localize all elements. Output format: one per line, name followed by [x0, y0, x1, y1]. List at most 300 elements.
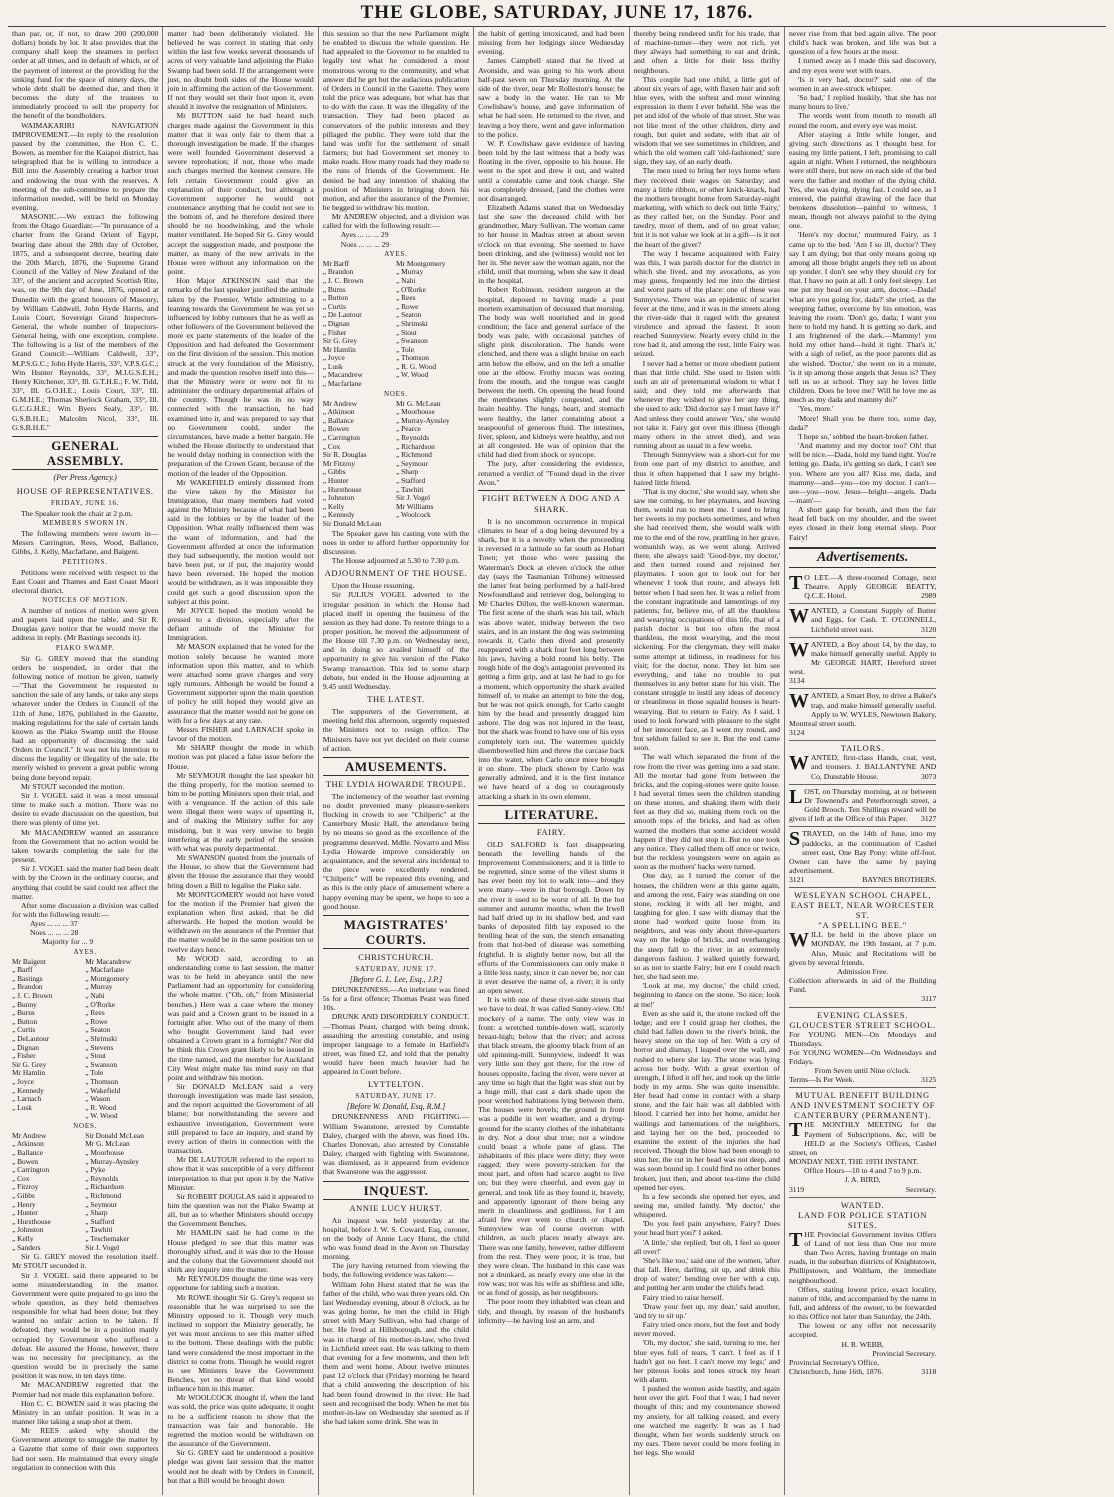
- member-name: „ Rowe: [85, 1016, 108, 1026]
- section-heading: INQUEST.: [323, 1181, 469, 1200]
- paragraph: The House adjourned at 5.30 to 7.30 p.m.: [331, 556, 460, 566]
- ad-text: HE Provincial Government invites Offers of Land of not less than One nor more than Two Acres, having frontage on main roads, in the suburban districts of Knightstown, Phillipstown, and Waltham, the immediate neighbourhood.: [788, 1229, 937, 1285]
- member-name: „ Dignan: [322, 318, 350, 328]
- ad-number: 3124: [788, 728, 805, 738]
- member-name: Sir J. Vogel: [85, 1242, 120, 1252]
- member-name: „ Seaton: [85, 1025, 111, 1035]
- paragraph: Sir JULIUS VOGEL adverted to the irregular position in which the House had placed itself in opening the business of the session as they had done. To restore things to a proper position, he moved the adjournment of the House till 7.30 p.m. on Wednesday next, and in doing so availed himself of the opportunity to give his version of the Piako Swamp transaction. This led to some sharp debate, but ended in the House adjourning at 9.45 until Wednesday.: [322, 590, 470, 691]
- ad-text: Terms—Is Per Week.: [788, 1075, 855, 1085]
- ad-signature: J. A. BIRD,: [844, 1175, 881, 1185]
- ad-signature: Provincial Secretary.: [872, 1348, 937, 1358]
- paragraph: Mr MASON explained that he voted for the motion solely because he wanted more information upon this matter, and to which were attached some grave charges and very ugly rumours. Although he would be found a Government supporter upon the main question of policy he still hoped they would give an assurance that the matter would not be gone on with for a few days at any rate.: [167, 642, 314, 725]
- member-name: „ Johnston: [12, 1225, 44, 1235]
- ad-number: 3073: [920, 771, 937, 781]
- member-name: „ Joyce: [12, 1076, 34, 1086]
- member-name: „ Kennedy: [12, 1085, 44, 1095]
- column-3: [319, 27, 474, 1495]
- member-name: „ Richardson: [395, 441, 435, 451]
- subheading: FIGHT BETWEEN A DOG AND A SHARK.: [478, 490, 624, 515]
- subheading: ANNIE LUCY HURST.: [349, 1202, 443, 1213]
- ad-text: For YOUNG WOMEN—On Wednesdays and Fridays.: [788, 1047, 937, 1066]
- member-name: „ Tawhiti: [395, 484, 424, 494]
- member-name: Mr Williams: [395, 501, 434, 511]
- member-name: „ Carrington: [322, 433, 360, 443]
- member-name: Sir Donald McLean: [322, 518, 382, 528]
- section-heading: MAGISTRATES' COURTS.: [323, 915, 469, 949]
- paragraph: 'Yes, more.': [797, 404, 834, 414]
- division-majority: Majority for ... 9: [42, 937, 94, 947]
- member-name: „ Wason: [85, 1094, 111, 1104]
- paragraph: I pushed the women aside hastily, and again bent over the girl. Fool that I was; I had never thought of this; and my countenance showed my anxiety, for all talking ceased, and every one watched me eagerly. It was as I had thought, when her words suddenly struck on my ears. There never could be more feeling in her legs. She would: [633, 1384, 780, 1458]
- advertisement: [789, 888, 936, 1007]
- ad-number: 3125: [920, 1075, 937, 1085]
- section-heading: GENERAL ASSEMBLY.: [12, 436, 158, 470]
- subheading: LYTTELTON.: [368, 1079, 424, 1090]
- ad-heading: TAILORS.: [840, 743, 885, 754]
- member-name: „ Bowen: [322, 424, 349, 434]
- paragraph: Sir DONALD McLEAN said a very thorough investigation was made last session, and the report acquitted the Government of all blame; but notwithstanding the severe and exhaustive investigation, Government were still prepared to face an inquiry, and stand by every action of theirs in connection with the transaction.: [167, 1081, 314, 1156]
- paragraph: The way I became acquainted with Fairy was this, I was parish doctor for the district in which she lived, and my avocations, as you may guess, frequently led me into the dirtiest and worst parts of the place: one of these was Sunnyview. There was an epidemic of scarlet fever at the time, and it was in the streets along the river-side that it raged with the greatest virulence and spread the fastest. It soon reached Sunnyview. Nearly every child in the row had it, and among the rest, little Fairy was seized.: [633, 248, 780, 359]
- subheading: THE LYDIA HOWARDE TROUPE.: [325, 778, 467, 789]
- drop-cap: L: [788, 785, 803, 808]
- ad-heading: EVENING CLASSES.: [817, 1009, 909, 1020]
- ad-text: O LET.—A three-roomed Cottage, next Theatre. Apply GEORGE BEATTY, Q.C.E. Hotel.: [804, 572, 937, 601]
- member-name: „ Henry: [12, 1199, 36, 1209]
- member-name: Mr Montgomery: [395, 258, 446, 268]
- member-name: „ Wakefield: [85, 1085, 121, 1095]
- member-name: „ Nahi: [85, 990, 105, 1000]
- member-name: „ Cox: [12, 1173, 30, 1183]
- ad-heading: MUTUAL BENEFIT BUILDING AND INVESTMENT SOCIETY OF CANTERBURY (PERMANENT).: [789, 1090, 936, 1121]
- member-name: „ De Lautour: [322, 310, 362, 320]
- vote-column: [12, 958, 85, 1121]
- member-name: „ Gibbs: [322, 467, 346, 477]
- member-name: „ Macfarlane: [322, 379, 362, 389]
- paragraph: The words went from mouth to mouth all round the room, and every eye was moist.: [788, 111, 937, 130]
- member-name: Mr Andrew: [12, 1130, 47, 1140]
- drop-cap: T: [788, 1119, 803, 1142]
- paragraph: This couple had one child, a little girl of about six years of age, with flaxen hair and soft blue eyes, with the softest and most winning expression in them I ever beheld. She was the pet and idol of the whole of that street. She was not like most of the other children, dirty and rough, but quiet and sedate, with that air of wisdom that we see sometimes in children, and which the old women call 'old-fashioned;' sure sign, they say, of an early death.: [633, 74, 780, 167]
- paragraph: The jury having returned from viewing the body, the following evidence was taken:—: [322, 1261, 470, 1280]
- advertisement: [789, 741, 936, 784]
- section-heading: AMUSEMENTS.: [323, 757, 469, 776]
- member-name: „ Shrimski: [395, 318, 428, 328]
- column-2: [163, 27, 318, 1495]
- ad-text: ANTED, a Smart Boy, to drive a Baker's trap, and make himself generally useful. Apply to W. WYLES, Newtown Bakery, Montreal street south.: [788, 691, 937, 728]
- member-name: „ Larnach: [12, 1094, 42, 1104]
- member-name: „ Richmond: [395, 450, 432, 460]
- advertisement: [789, 827, 936, 888]
- member-name: „ Hursthouse: [12, 1216, 51, 1226]
- paragraph: Mr JOYCE hoped the motion would be pressed to a division, especially after the defiant attitude of the Minister for Immigration.: [167, 605, 314, 643]
- member-name: „ W. Wood: [395, 370, 429, 380]
- paragraph: 'She's like too,' said one of the women, 'after that fall. Here, darling, sit up, and drink this drop of water;' bending over her with a cup, and putting her arm under the child's head.: [633, 1255, 780, 1293]
- member-name: „ Murray: [85, 982, 113, 992]
- member-name: „ Richardson: [85, 1182, 124, 1192]
- paragraph: The jury, after considering the evidence, returned a verdict of "Found dead in the river Avon.": [478, 459, 625, 487]
- member-name: „ Cox: [322, 441, 341, 451]
- paragraph: Sir G. GREY said he understood a positive pledge was given last session that the matter would not be dealt with by Orders in Council, but that a Bill would be brought down: [167, 1448, 314, 1485]
- paragraph: Petitions were received with respect to the East Coast and Thames and East Coast Maori electoral district.: [12, 567, 159, 595]
- advertisement: [789, 785, 936, 828]
- ad-number: 3117: [921, 994, 937, 1004]
- member-name: „ R. G. Wood: [395, 361, 437, 371]
- member-name: „ Richmond: [85, 1191, 122, 1201]
- member-name: „ Fisher: [12, 1051, 36, 1061]
- ad-text: ANTED, a Boy about 14, by the day, to make himself generally useful. Apply to Mr GEORGE HART, Hereford street west.: [788, 639, 937, 677]
- subheading: ADJOURNMENT OF THE HOUSE.: [324, 568, 468, 579]
- vote-column: [396, 260, 469, 389]
- advertisement: [789, 1088, 936, 1197]
- member-name: „ Button: [322, 293, 349, 303]
- member-name: „ Woolcock: [395, 510, 431, 520]
- paragraph: The following members were sworn in—Messrs Carrington, Rees, Wood, Ballance, Gibbs, J. Kelly, Macfarlane, and Baigent.: [12, 529, 159, 557]
- member-name: „ Burns: [12, 1008, 35, 1018]
- member-name: „ Burns: [322, 284, 346, 294]
- member-name: „ Carrington: [12, 1165, 50, 1175]
- ad-signature: H. R. WEBB,: [841, 1339, 884, 1349]
- drop-cap: T: [788, 571, 803, 594]
- division-noes: Noes ... ... ... 29: [340, 239, 390, 249]
- paragraph: Sir J. VOGEL said it was a most unusual time to make such a motion. There was no desire to evade discussion on the question, but there was plenty of time yet.: [12, 790, 159, 828]
- paragraph: Sir G. GREY moved that the standing orders be suspended, in order that the following notice of motion be given, namely—"That the Government be requested to sanction the sale of any lands, or take any steps whatever under the Orders in Council of the 11th of June, 1876, published in the Gazette, making regulations for the sale of certain lands known as the Piako Swamp until the House had an opportunity of discussing the said Orders in Council." It was not his intention to discuss the legality or illegality of the sale. He merely wished to prevent a great public wrong being done beyond repair.: [12, 653, 159, 782]
- member-name: Mr G. McLean: [85, 1139, 130, 1149]
- paragraph: Mr MACANDREW regretted that the Premier had not made this explanation before.: [12, 1380, 159, 1399]
- drop-cap: W: [788, 929, 809, 952]
- ad-text: ANTED, first-class Hands, coat, vest, and trousers. J. BALLANTYNE AND Co, Dunstable House.: [810, 753, 937, 781]
- paragraph: 'Do you feel pain anywhere, Fairy? Does your head hurt you?' I asked.: [633, 1219, 780, 1238]
- member-name: „ Ballance: [322, 415, 354, 425]
- ad-text: Collection afterwards in aid of the Building Fund.: [788, 976, 937, 995]
- paragraph: Mr ANDREW objected, and a division was called for with the following result:—: [322, 212, 470, 231]
- paragraph: this session so that the new Parliament might be enabled to discuss the whole question. He had appealed to the Governor to be enabled to legally test what he considered a most monstrous wrong to the community, and what answer did he get but the audacious publication of Orders in Council in the Gazette. They were told the price was adequate, but what has that to do with the case. It was the illegality of the transaction. They had been placed as conservators of the public interests and they pillaged the public. They were told that the land was unfit for the settlement of small farmers; but had Government set money to make roads. How many roads had they made to the runs of friends of the Government. He denied he had any intention of shaking the position of Ministers in bringing down his motion, and after the assurance of the Premier, he begged to withdraw his motion.: [322, 29, 470, 212]
- division-ayes: Ayes ... ... ... 37: [30, 919, 78, 929]
- column-5: [630, 27, 785, 1495]
- member-name: „ Tawhiti: [85, 1225, 113, 1235]
- paragraph: MASONIC.—We extract the following from the Otago Guardian:—"In pursuance of a charter from the Grand Orient of Egypt, bearing date about the 28th day of October, 1875, and a subsequent decree, bearing date the 20th March, 1876, the Supreme Grand Council of the Valley of New Zealand of the 33°, of the ancient and accepted Scottish Rite, was, on the 9th day of June, 1876, opened at Dunedin with the grand honours of Masonry, by William Caldwell, John Hyde Harris, and Louis Court, Sovereign Grand Inspectors-General, the whole number of Inspectors-General being, with one exception, complete. The following is a list of the members of the Grand Council:—William Caldwell, 33°, M.P.S.G.C.; John Hyde Harris, 33°, V.P.S.G.C.; Wm Hunter Reynolds, 33°, M.I.G.S.E.H.; Henry Kitchener, 33°, Ill. G.T.H.E.; F. W. Tidd, 33°, Ill. G.O.H.E.; Louis Court, 33°, Ill. G.M.H.E.; Thomas Sherlock Graham, 33°, Ill. G.C.G.H.E.; Wm Byers Sealy, 33°, Ill. G.S.B.H.E.; Malcolm Nicol, 33°, Ill. G.S.B.H.E.": [12, 212, 159, 432]
- paragraph: Mr BUTTON said he had heard such charges made against the Government in this matter that it was only fair to them that a thorough investigation be made. If the charges were well founded Government deserved a severe reprobation; if not, those who made such charges merited the keenest censure. He felt certain Government could give an explanation of their conduct, but although a Government supporter he would not countenance anything that he could not see to the bottom of, and he therefore desired there should be no hoodwinking, and the whole matter ventilated. He hoped Sir G. Grey would accept the suggestion made, and postpone the matter, as many of the new arrivals in the House were without any information on the point.: [167, 111, 314, 277]
- member-name: „ Barff: [12, 965, 33, 975]
- member-name: „ DeLautour: [12, 1033, 50, 1043]
- paragraph: An inquest was held yesterday at the hospital, before J. W. S. Coward, Esq, coroner, on the body of Annie Lucy Hurst, the child who was found dead in the Avon on Thursday morning.: [322, 1215, 470, 1262]
- member-name: „ Murray-Aynsley: [395, 415, 450, 425]
- member-name: „ Rees: [395, 293, 416, 303]
- ad-number: 3118: [921, 1367, 937, 1377]
- member-name: „ Lusk: [322, 361, 343, 371]
- ad-heading: "A SPELLING BEE.": [818, 920, 908, 931]
- ad-text: For YOUNG MEN—On Mondays and Thursdays.: [788, 1029, 937, 1048]
- paragraph: Sir J. VOGEL said the matter had been dealt with by the Crown in the ordinary course, and anything that could be said could not affect the matter.: [12, 864, 159, 901]
- paragraph: 'Here's my doctor,' murmured Fairy, as I came up to the bed. 'Am I so ill, doctor? They say I am dying; but that only means going up among all those bright angels they tell us about up yonder. I don't see why they should cry for that. I have no pain at all. I only feel sleepy. Let me put my head on your arm, doctor.—Dada! what are you going for, dada?' she cried, as the weeping father, overcome by his emotion, was leaving the room. 'Don't go, dada; I want you here to hold my hand. It is getting so dark, and I am frightened of the dark.—Mammy! you hold my other hand—hold it tight. That's it,' with a sigh of relief, as the poor parents did as she wished. 'Doctor,' she went on in a minute, 'is it up among those angels that Jesus is? They tell us so at school. They say he loves little children. Does he love me? Will he love me as much as my dada and mammy do?': [788, 230, 937, 405]
- advertisement: [789, 1198, 936, 1380]
- paragraph: Fairy tried once more, but the feet and body never moved.: [633, 1320, 780, 1339]
- paragraph: 'I hope so,' sobbed the heart-broken father.: [797, 431, 929, 441]
- vote-column: [323, 260, 396, 389]
- member-name: „ Macfarlane: [85, 965, 124, 975]
- member-name: „ Teschemaker: [85, 1234, 130, 1243]
- paragraph: The wall which separated the front of the row from the river was getting into a sad state. All the mortar had gone from between the bricks, and the coping-stones were quite loose. I had several times seen the children standing on these stones, and shaking them with their feet as they did so, making them rock on the smooth tops of the bricks, and had as often warned the mothers that some accident would happen if they did not stop it. But no one took any notice. They called them off once or twice, but the reckless youngsters were on again as soon as the mothers' backs were turned.: [633, 752, 780, 872]
- paragraph: DRUNK AND DISORDERLY CONDUCT.—Thomas Peast, charged with being drunk, assaulting the arresting constable, and using improper language to a female in Hatfield's street, was fined £2, and told that the penalty would have been much heavier had he appeared in Court before.: [322, 1012, 470, 1077]
- column-4: [474, 27, 629, 1495]
- paragraph: thereby being rendered unfit for his trade, that of machine-turner—they were not rich, yet they always had something to eat and drink, and often a little for their less thrifty neighbours.: [633, 29, 780, 75]
- member-name: „ Stout: [395, 327, 417, 337]
- vote-list: [323, 260, 469, 389]
- member-name: „ Fitzroy: [12, 1182, 39, 1192]
- ad-text: Admission Free.: [837, 966, 889, 976]
- member-name: Sir R. Douglas: [322, 450, 367, 460]
- member-name: Mr Fitzroy: [322, 458, 356, 468]
- masthead: THE GLOBE, SATURDAY, JUNE 17, 1876.: [8, 0, 1106, 27]
- paragraph: Elizabeth Adams stated that on Wednesday last she saw the deceased child with her grandmother, Mary Sullivan. The woman came to her house in Madras street at about seven o'clock on that evening. She seemed to have been drinking, and she (witness) would not let her in. She never saw the woman again, nor the child, until that morning, when she saw it dead in the hospital.: [478, 202, 625, 286]
- division-noes: Noes ... ... ... 28: [30, 928, 79, 938]
- advertisement: [789, 638, 936, 690]
- member-name: „ Nahi: [395, 275, 416, 285]
- member-name: „ Moorhouse: [395, 407, 435, 417]
- ad-number: 3119: [788, 1184, 805, 1194]
- section-heading: LITERATURE.: [478, 805, 624, 824]
- paragraph: Mr REES asked why should the Government attempt to smuggle the matter by a Gazette that some of their own supporters had not seen. He maintained that every single regulation in connection with this: [12, 1426, 159, 1472]
- member-name: Mr G. McLean: [395, 398, 441, 408]
- paragraph: Fairy tried to raise herself.: [642, 1292, 724, 1302]
- ad-text: ANTED, a Constant Supply of Butter and Eggs, for Cash. T. O'CONNELL, Lichfield street east.: [810, 606, 937, 634]
- paragraph: Mr SHARP thought the mode in which motion was put placed a false issue before the House.: [167, 743, 314, 771]
- drop-cap: W: [788, 690, 809, 713]
- paragraph: In a few seconds she opened her eyes, and seeing me, smiled faintly. 'My doctor,' she whispered.: [633, 1191, 780, 1220]
- advertisement: [789, 571, 936, 604]
- member-name: „ W. Wood: [85, 1111, 118, 1121]
- subheading: THE LATEST.: [367, 694, 425, 705]
- paragraph: 'Draw your feet up, my dear,' said another, 'and try to sit up.': [633, 1301, 780, 1320]
- member-name: „ Kelly: [322, 501, 345, 511]
- ad-heading: WESLEYAN SCHOOL CHAPEL,: [793, 890, 932, 901]
- member-name: „ J. C. Brown: [12, 990, 53, 1000]
- paragraph: I turned away as I made this sad discovery, and my eyes were wet with tears.: [788, 56, 937, 75]
- column-1: [8, 27, 163, 1495]
- paragraph: Mr WAKEFIELD entirely dissented from the view taken by the Minister for Immigration, that many members had voted against the Ministry because of what had been said in the lobbies or by the leader of the Opposition. What really influenced them was the want of information, and had the Government afforded at once the information they had subsequently, the motion would not have been put, or if put, the majority would have been reversed. He hoped the motion would be withdrawn, as it was impossible they could get such a good discussion upon the subject at this point.: [167, 477, 314, 606]
- paragraph: One day, as I turned the corner of the houses, the children were at this game again, and among the rest, Fairy was standing on one stone, rocking it with all her might, and laughing for glee. I saw with dismay that the stone had worked quite loose from its neighbors, and was only about three-quarters way on the ledge of bricks, and overhanging the steep fall to the river in an extremely dangerous fashion. I walked quietly forward, so as not to startle Fairy; but ere I could reach her, she had seen me.: [633, 871, 780, 982]
- member-name: „ Lusk: [12, 1102, 32, 1112]
- vote-list: [12, 958, 158, 1121]
- member-name: „ Ballance: [12, 1148, 43, 1158]
- advertisement: [789, 1008, 936, 1089]
- paragraph: Mr SWANSON quoted from the journals of the House, to show that the Government had given the House the assurance that they would bring down a Bill to legalise the Piako sale.: [167, 853, 314, 890]
- ad-text: HE MONTHLY MEETING for the Payment of Subscriptions, &c, will be HELD at the Society's Offices, Cashel street, on: [788, 1120, 937, 1157]
- subheading: NOES.: [383, 389, 408, 398]
- member-name: Mr Barff: [322, 258, 350, 268]
- member-name: Mr Macandrew: [85, 956, 131, 966]
- ad-text: The lowest or any offer not necessarily accepted.: [788, 1321, 937, 1340]
- paragraph: Upon the House resuming,: [331, 581, 415, 591]
- paragraph: matter had been deliberately violated. He believed he was correct in stating that only within the last few weeks several thousands of acres of very valuable land adjoining the Piako Swamp had been sold. If the arrangement were just, no doubt both sides of the House would join in affirming the action of the Government. If not they would set their foot upon it, even should it involve the resignation of Ministers.: [167, 29, 314, 112]
- advertisement: [789, 604, 936, 637]
- ad-text: From Seven until Nine o'clock.: [814, 1066, 911, 1076]
- paragraph: 'More! Shall you be there too, some day, dada?': [788, 413, 937, 432]
- ad-signature: BAYNES BROTHERS.: [862, 875, 937, 885]
- member-name: „ Montgomery: [85, 973, 129, 983]
- member-name: „ Bunny: [12, 999, 37, 1009]
- paragraph: A number of notices of motion were given and papers laid upon the table, and Sir R. Douglas gave notice that he would move the address in reply. (Mr Bastings seconds it).: [12, 605, 159, 643]
- member-name: „ Pyke: [85, 1165, 106, 1175]
- paragraph: 'Is it very bad, doctor?' said one of the women in an awe-struck whisper.: [788, 74, 937, 93]
- member-name: „ Seaton: [395, 310, 422, 320]
- columns: [8, 27, 1106, 1495]
- subheading: AYES.: [73, 947, 97, 956]
- paragraph: 'That is my doctor,' she would say, when she saw me coming, to her playmates, and leaving them, would run to meet me. I used to bring her sweets in my pockets sometimes, and when she had received them, she would walk with me to the end of the row, prattling in her grave, womanish way, as we went along. Arrived there, she always said: 'Good-bye, my doctor,' and then turned round and rejoined her playmates. I soon got to look out for her whenever I took that route, and always felt better when I had seen her. It was a relief from the constant ingratitude and lamentings of my patients; for, believe me, of all the thankless and wearying occupations of this life, that of a parish doctor is but too often the most thankless, the most wearying, and the most sickening. For the clergyman, they will make some attempt at tidiness, in readiness for his visit; for the doctor, none. They let him see everything, and take no trouble to put themselves in any better state for his visit. The constant struggle to instil any ideas of decency or cleanliness in those squalid houses is heart-wearying. But to return to Fairy. As I said, I used to look forward with pleasure to the sight of her innocent face, as I went my round, and but seldom failed to see it. But the end came soon.: [633, 486, 780, 753]
- subheading: NOTICES OF MOTION.: [42, 595, 129, 604]
- paragraph: Mr DE LAUTOUR referred to the report to show that it was susceptible of a very different interpretation to that put upon it by the Native Minister.: [167, 1155, 314, 1192]
- paragraph: Messrs FISHER and LARNACH spoke in favour of the motion.: [167, 724, 314, 744]
- member-name: „ Stafford: [85, 1216, 115, 1226]
- advertisement: [789, 689, 936, 741]
- paragraph: 'A little,' she replied; 'but oh, I feel so queer all over!': [633, 1237, 780, 1256]
- ad-heading: EAST BELT, NEAR WORCESTER ST.: [790, 900, 935, 921]
- member-name: „ Murray: [395, 267, 424, 277]
- member-name: „ Dignan: [12, 1042, 39, 1052]
- member-name: „ Sanders: [12, 1242, 41, 1252]
- member-name: Mr Hamlin: [12, 1068, 46, 1078]
- member-name: „ Kelly: [12, 1234, 34, 1243]
- member-name: „ Swanson: [85, 1059, 118, 1069]
- ad-footer: [789, 875, 936, 884]
- ad-text: Office Hours—10 to 4 and 7 to 9 p.m.: [804, 1166, 922, 1176]
- member-name: „ Button: [12, 1016, 38, 1026]
- paragraph: After some discussion a division was called for with the following result:—: [12, 900, 159, 919]
- member-name: „ Rowe: [395, 301, 419, 311]
- member-name: „ Atkinson: [322, 407, 355, 417]
- paragraph: Through Sunnyview was a short-cut for me from one part of my district to another, and thus it often happened that I saw my bright-haired little friend.: [633, 450, 780, 487]
- member-name: „ Stevens: [85, 1042, 114, 1052]
- member-name: „ R. Wood: [85, 1102, 117, 1112]
- member-name: Sir G. Grey: [322, 336, 358, 346]
- magistrate-line: [Before W. Donald, Esq, R.M.]: [346, 1102, 446, 1112]
- member-name: „ Murray-Aynsley: [85, 1156, 139, 1166]
- member-name: „ Curtis: [322, 301, 346, 311]
- subheading: PETITIONS.: [62, 557, 108, 566]
- date-line: SATURDAY, JUNE 17.: [355, 964, 437, 973]
- ad-heading: GLOUCESTER STREET SCHOOL.: [789, 1019, 936, 1030]
- subheading: AYES.: [384, 249, 408, 258]
- member-name: „ Tole: [85, 1068, 104, 1078]
- paragraph: Hon Major ATKINSON said that the remarks of the last speaker justified the attitude taken by the Premier. While admitting to a leaning towards the Government he was yet so influenced by lobby rumours that he as well as other followers of the Government believed the more ex parte statements of the leader of the Opposition and had defeated the Government on the first division of the session. This motion struck at the very foundation of the Ministry, and made the question resolve itself into this—that the Ministry were or were not fit to administer the ordinary departmental affairs of the country. Though he was in no way connected with the transaction, he had examined into it, and was prepared to say that no Government could, under the circumstances, have made a better bargain. He wished the House distinctly to understand that he would delay nothing in connection with the preparation of the Crown Grant, because of the motion of the leader of the Opposition.: [167, 276, 314, 478]
- drop-cap: S: [788, 828, 801, 851]
- member-name: „ Stout: [85, 1051, 106, 1061]
- paragraph: W. P. Cowlishaw gave evidence of having been told by the last witness that a body was floating in the river, opposite to his house. He went to the spot and drew it out, and waited until a constable came and took charge. She was completely dressed, [and the clothes were not disarranged.: [478, 138, 625, 203]
- member-name: „ Gibbs: [12, 1191, 35, 1201]
- ad-number: 3121: [788, 875, 805, 885]
- paragraph: Mr WOOD said, according to an understanding come to last session, the matter was to be held in abeyance until the new Parliament had an opportunity for considering the whole matter. ("Oh, oh," from Ministerial benches.) Here was a case where the money was paid and a Crown grant to be issued in a fortnight after. Who out of the many of them who bought Government land had ever obtained a Crown grant in a fortnight? Nor did he think this Crown grant likely to be issued in the time named, and the member for Auckland City West might make his mind easy on that point and withdraw his motion.: [167, 953, 314, 1082]
- member-name: „ Thomson: [85, 1076, 119, 1086]
- paragraph: WAIMAKARIRI NAVIGATION IMPROVEMENT.—In reply to the resolution passed by the committee, the Hon C. C. Bowen, as member for the Kaiapoi district, has telegraphed that he is willing to introduce a Bill into the Assembly creating a harbor trust and endowing the trust with the reserves. A meeting of the sub-committee to prepare the information needed, will be held on Monday evening.: [12, 120, 159, 212]
- member-name: „ Kennedy: [322, 510, 355, 520]
- member-name: „ Fisher: [322, 327, 347, 337]
- member-name: „ Moorhouse: [85, 1148, 124, 1158]
- member-name: Mr Andrew: [322, 398, 358, 408]
- vote-list: [323, 400, 469, 529]
- date-line: FRIDAY, JUNE 16.: [50, 498, 120, 507]
- paragraph: Sir G. GREY moved the resolution itself. Mr STOUT seconded it.: [12, 1252, 159, 1271]
- member-name: „ Seymour: [85, 1199, 118, 1209]
- vote-column: [85, 958, 158, 1121]
- subheading: FAIRY.: [536, 826, 566, 837]
- paragraph: 'Look at me, my doctor,' the child cried, beginning to dance on the stone. 'So nice; look at me!': [633, 981, 780, 1009]
- ad-footer: [789, 1367, 936, 1376]
- paragraph: Mr ROWE thought Sir G. Grey's request so reasonable that he was surprised to see the Ministry opposed to it. Though very much inclined to support the Ministry generally, he yet was most anxious to see this matter sifted to the bottom. These dealings with the public land were considered the most important in the district to come from. Though he would regret to see Ministers leave the Government Benches, yet no threat of that kind would influence him in this matter.: [167, 1292, 314, 1394]
- paragraph: Mr WOOLCOCK thought if, when the land was sold, the price was quite adequate, it ought to be a sufficient reason to show that the transaction was fair and honorable. He regretted the motion would be withdrawn on the assurance of the Government.: [167, 1393, 314, 1449]
- member-name: „ Brandon: [12, 982, 43, 992]
- paragraph: Sir ROBERT DOUGLAS said it appeared to him the question was not the Piako Swamp at all, but as to whether Ministers should occupy the Government Benches.: [167, 1191, 314, 1229]
- drop-cap: W: [788, 752, 809, 775]
- paragraph: 'Oh, my doctor,' she said, turning to me, her blue eyes full of tears, 'I can't. I feel as if I hadn't got no feet. I can't move my legs;' and her piteous looks and tones struck my heart with alarm.: [633, 1338, 780, 1384]
- paragraph: 'And mammy and my doctor too? Oh! that will be nice.—Dada, hold my hand tight. You're letting go. Dada, it's getting so dark, I can't see you. Where are you all? Kiss me, dada, and mammy—and—you—too my doctor. I can't—see—you—now. Jesus—bright—angels. Dada—mam'—: [788, 441, 937, 505]
- vote-column: [12, 1132, 85, 1252]
- subheading: PIAKO SWAMP.: [55, 643, 115, 652]
- paragraph: Mr HAMLIN said he had come to the House pledged to see that this matter was thoroughly sifted, and it was due to the House and the colony that the Government should not shirk any inquiry into the matter.: [167, 1228, 314, 1275]
- drop-cap: T: [788, 1228, 803, 1251]
- member-name: „ Shrimski: [85, 1033, 118, 1043]
- paragraph: I never had a better or more obedient patient than that little child. She used to listen with such an air of preternatural wisdom to what I said; and they told me afterwards that whenever they wished to give her any thing, she used to ask: 'Did doctor say I must have it?' And unless they could answer 'Yes,' she would not take it. Fairy got over this illness (though many others in the street died), and was running about as usual in a few weeks.: [633, 358, 780, 451]
- member-name: „ Joyce: [322, 353, 345, 363]
- paragraph: DRUNKENNESS.—An inebriate was fined 5s for a first offence; Thomas Peast was fined 10s.: [322, 984, 470, 1013]
- agency-line: (Per Press Agency.): [53, 472, 117, 482]
- paragraph: 'So bad,' I replied huskily, 'that she has not many hours to live.': [788, 93, 937, 112]
- member-name: Mr Baigent: [12, 956, 46, 966]
- paragraph: After staying a little while longer, and giving such directions as I thought best for easing my little patient, I left, promising to call again at night. When I returned, the neighbours were still there, but now on each side of the bed were the father and mother of the dying child. Yes, she was dying, dying fast. I could see, as I entered, the painful drawing of the face that betokens dissolution—painful to witness, I mean, though not always painful to the dying one.: [788, 129, 937, 231]
- paragraph: Mr STOUT seconded the motion.: [21, 781, 125, 791]
- paragraph: never rise from that bed again alive. The poor child's back was broken, and life was but a question of a few hours at the most.: [788, 29, 937, 57]
- paragraph: Mr REYNOLDS thought the time was very opportune for tabling such a motion.: [167, 1274, 314, 1293]
- paragraph: William John Hurst stated that he was the father of the child, who was three years old. On last Wednesday evening, about 8 o'clock, as he was going home, he met the child in High street with Mary Sullivan, who had charge of her. He lived at Hillsborough, and the child was in charge of his mother-in-law, who lived in Lichfield street east. He was talking to them that evening for a few moments, and then left them and went home. About twelve minutes past 12 o'clock that (Friday) morning he heard that a child answering the description of his had been found drowned in the river. He had seen and recognised the body. When he met his mother-in-law on Wednesday she seemed as if she had taken some drink. She was in: [322, 1279, 470, 1426]
- paragraph: Hon C. C. BOWEN said it was placing the Ministry in an unfair position. It was in a manner like taking a snap shot at them.: [12, 1398, 159, 1426]
- ad-text: MONDAY NEXT, THE 19TH INSTANT.: [788, 1157, 919, 1167]
- paragraph: Sir J. VOGEL said there appeared to be some misunderstanding in the matter. Government were quite prepared to go into the whole question, as they held themselves responsible for what had been done; but they wanted no unfair action to be taken. If defeated, they would be in a position manly occupied by Government who suffered a defeat. He assured the House, however, there was no necessity for precipitancy, as the question would be in precisely the same position it was now, in ten days time.: [12, 1270, 159, 1381]
- member-name: „ Seymour: [395, 458, 428, 468]
- member-name: „ Sharp: [395, 467, 419, 477]
- vote-column: [85, 1132, 158, 1252]
- paragraph: The men used to bring her toys home when they received their wages on Saturday; and many a little ribbon, or other knick-knack, had the mothers brought home from Saturday-night marketing, with which to deck out little 'Fairy,' as they called her, on the Sunday. Poor and tawdry, most of them, and of no great value; but it is not value we look at in a gift—is it not the heart of the giver?: [633, 166, 780, 249]
- member-name: „ Brandon: [322, 267, 354, 277]
- paragraph: DRUNKENNESS AND FIGHTING.—William Swanstone, arrested by Constable Daley, charged with the above, was fined 10s. Charles Donovan, also arrested by Constable Daley, charged with fighting with Swanstone, was dismissed, as it appeared from evidence that Swanstone was the aggressor.: [322, 1112, 470, 1177]
- member-name: „ Swanson: [395, 336, 428, 346]
- ad-text: Offers, stating lowest price, exact locality, nature of title, and accompanied by the name in full, and address of the owner, to be forwarded to this Office not later than Saturday, the 24th.: [788, 1284, 937, 1322]
- member-name: „ Hunter: [12, 1208, 38, 1218]
- member-name: „ Tole: [395, 344, 415, 354]
- paragraph: Mr MACANDREW wanted an assurance from the Government that no action would be taken towards completing the sale for the present.: [12, 827, 159, 865]
- member-name: „ Thomson: [395, 353, 429, 363]
- subheading: MEMBERS SWORN IN.: [42, 519, 129, 528]
- ad-text: OST, on Thursday morning, at or between Dr Townend's and Peterborough street, a Gold Brooch. Ten Shillings reward will be given if left at the Office of this Paper.: [788, 786, 937, 824]
- ad-footer: [789, 1185, 936, 1194]
- drop-cap: W: [788, 638, 809, 661]
- paragraph: It is with one of these river-side streets that we have to deal. It was called Sunny-view. Oh! mockery of a name. The only view was in front: a wretched tumble-down wall, scarcely breast-high; below that the river; and across that black stream, the gloomy black front of an old spinning-mill. Sunnyview, indeed! It was very little sun they got there, for the row of houses opposite, facing the river, were never at any time so high that the light was shut out by a huge mill, that cast a dark shade upon the poor wretched habitations lying between them. The houses were hovels; the ground in front was a puddle in wet weather, and a drying-ground for the scanty clothes of the inhabitants in dry. Not a door shut true; not a window could boast a whole pane of glass. The inhabitants of this place were dirty; they were ragged; they were poverty-stricken for the most part, and often had scarce aught to live on; but they were cheerful, and even gay in general, and took life as they found it, bravely, and apparently ignorant of there being any merit in cleanliness and godliness, for I am afraid few ever went to church or chapel. Sunnyview was of course overrun with children, as such places nearly always are. There was one family, however, rather different from the rest. They were poor, it is true, but they were clean. The husband in this case was not a drunkard, as nearly every one else in the row was; nor was his wife as shiftless and idle, or as fond of gossip, as her neighbours.: [478, 995, 625, 1298]
- member-name: „ Bastings: [12, 973, 43, 983]
- paragraph: A short gasp for breath, and then the fair head fell back on my shoulder, and the sweet eyes closed in their long eternal sleep. Poor Fairy!: [788, 505, 937, 542]
- member-name: „ Pearce: [395, 424, 421, 434]
- ad-text: ILL be held in the above place on MONDAY, the 19th Instant, at 7 p.m. Also, Music and Recitations will be given by several friends.: [788, 930, 937, 967]
- subheading: CHRISTCHURCH.: [358, 951, 434, 962]
- ad-heading: LAND FOR POLICE STATION SITES.: [797, 1209, 928, 1230]
- member-name: „ Reynolds: [85, 1173, 119, 1183]
- paragraph: The inclemency of the weather last evening no doubt prevented many pleasure-seekers flocking in crowds to see "Chilperic" at the Canterbury Music Hall, the attendance being by no means so good as the excellence of the programme deserved. Mdlle. Novarro and Miss Lydia Howarde improve considerably on acquaintance, and the several airs incidental to the piece were excellently rendered. "Chilperic" will be repeated this evening, and as this is the only place of amusement where a happy evening may be spent, we hope to see a good house.: [322, 791, 470, 911]
- member-name: „ Curtis: [12, 1025, 36, 1035]
- member-name: Sir G. Grey: [12, 1059, 47, 1069]
- member-name: Sir J. Vogel: [395, 493, 431, 503]
- drop-cap: W: [788, 605, 809, 628]
- paragraph: Robert Robinson, resident surgeon at the hospital, deposed to having made a post mortem examination of deceased that morning. The body was well nourished and in good condition; the face and general surface of the body was pale, with occasional patches of slight pink discoloration. The hands were clenched, and there was a slight bruise on each arm below the elbow, and on the left a smaller one at the elbow. Frothy mucus was oozing from the mouth, and the tongue was caught between the teeth. On opening the head found the membranes slightly congested, and the brain healthy. The lungs, heart, and stomach were healthy, the latter containing about a teaspoonful of generous fluid. The intestines, liver, spleen, and kidneys were healthy, and not at all congested. He was of opinion that the child had died from shock or syncope.: [478, 285, 625, 460]
- paragraph: OLD SALFORD is fast disappearing beneath the levelling hands of the Improvement Commissioners; and it is little to be regretted, since some of the vilest slums it has ever been my lot to walk into—and they were many—were in that borough. Down by the river it used to be worst of all. In the hot summer and autumn months, when the Irwell had half dried up in its shallow bed, and vast banks of deposited filth lay exposed to the broiling heat of the sun, the stench emanating from that hot-bed of disease was something frightful. It is slightly better now, but all the efforts of the Commissioners can only make it a little less nasty, since it can never be, nor can it ever deserve the name of, a river; it is only an open sewer.: [478, 839, 625, 996]
- paragraph: the habit of getting intoxicated, and had been missing from her lodgings since Wednesday evening.: [478, 29, 625, 57]
- paragraph: The poor room they inhabited was clean and tidy, and though, by reason of the husband's infirmity—he having lost an arm, and: [478, 1297, 625, 1325]
- ad-number: 2989: [920, 591, 937, 601]
